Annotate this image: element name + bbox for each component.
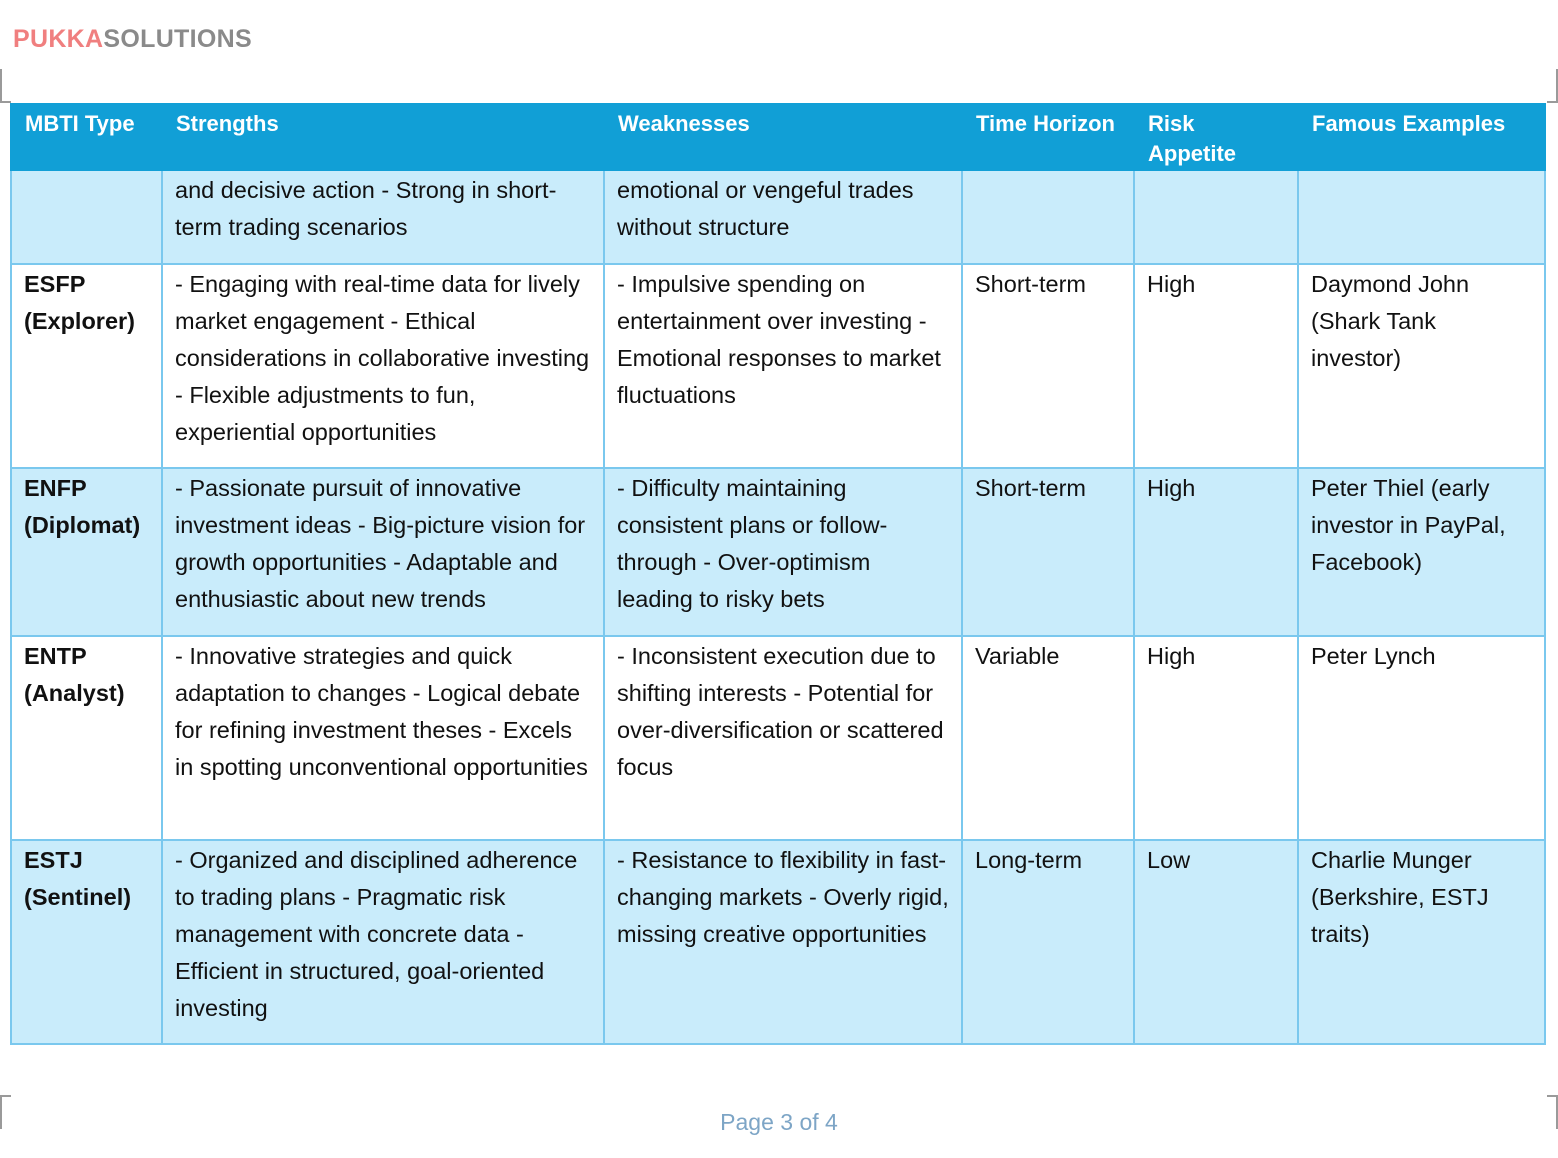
cell-mbti-type: [11, 170, 162, 264]
cell-time-horizon: Short-term: [962, 264, 1134, 468]
cell-famous-examples: Daymond John (Shark Tank investor): [1298, 264, 1545, 468]
cell-risk-appetite: Low: [1134, 840, 1298, 1044]
page-number: Page 3 of 4: [720, 1109, 838, 1135]
header-weaknesses: Weaknesses: [604, 104, 962, 170]
cell-risk-appetite: High: [1134, 264, 1298, 468]
cell-weaknesses: - Resistance to flexibility in fast-changing markets - Overly rigid, missing creative opportunities: [604, 840, 962, 1044]
cell-weaknesses: emotional or vengeful trades without structure: [604, 170, 962, 264]
table-row: [11, 264, 1545, 468]
cell-strengths: - Organized and disciplined adherence to trading plans - Pragmatic risk management with concrete data - Efficient in structured, goal-oriented investing: [162, 840, 604, 1044]
header-time-horizon: Time Horizon: [962, 104, 1134, 170]
cell-time-horizon: [962, 170, 1134, 264]
logo-part-solutions: SOLUTIONS: [103, 25, 252, 53]
cell-risk-appetite: High: [1134, 468, 1298, 636]
cell-time-horizon: Long-term: [962, 840, 1134, 1044]
cell-famous-examples: [1298, 170, 1545, 264]
type-code: ESFP: [24, 271, 86, 297]
crop-mark-top-left: [0, 69, 11, 103]
type-code: ESTJ: [24, 847, 83, 873]
cell-mbti-type: [11, 468, 162, 636]
cell-risk-appetite: High: [1134, 636, 1298, 840]
cell-mbti-type: [11, 636, 162, 840]
company-logo: [13, 24, 252, 54]
table-row: [11, 840, 1545, 1044]
table-row: [11, 468, 1545, 636]
cell-weaknesses: - Inconsistent execution due to shifting interests - Potential for over-diversification or scattered focus: [604, 636, 962, 840]
cell-weaknesses: - Difficulty maintaining consistent plans or follow-through - Over-optimism leading to risky bets: [604, 468, 962, 636]
cell-weaknesses: - Impulsive spending on entertainment over investing - Emotional responses to market fluctuations: [604, 264, 962, 468]
type-name: (Analyst): [24, 680, 125, 706]
header-risk-appetite: Risk Appetite: [1134, 104, 1298, 170]
table-header-row: [11, 104, 1545, 170]
type-code: ENTP: [24, 643, 87, 669]
header-strengths: Strengths: [162, 104, 604, 170]
type-name: (Explorer): [24, 308, 135, 334]
cell-mbti-type: [11, 840, 162, 1044]
cell-strengths: - Engaging with real-time data for lively market engagement - Ethical considerations in collaborative investing - Flexible adjustments to fun, experiential opportunities: [162, 264, 604, 468]
type-code: ENFP: [24, 475, 87, 501]
header-mbti-type: MBTI Type: [11, 104, 162, 170]
cell-mbti-type: [11, 264, 162, 468]
cell-risk-appetite: [1134, 170, 1298, 264]
type-name: (Sentinel): [24, 884, 132, 910]
mbti-investor-table: [10, 103, 1546, 1045]
cell-strengths: and decisive action - Strong in short-term trading scenarios: [162, 170, 604, 264]
cell-strengths: - Passionate pursuit of innovative investment ideas - Big-picture vision for growth opportunities - Adaptable and enthusiastic about new trends: [162, 468, 604, 636]
cell-time-horizon: Variable: [962, 636, 1134, 840]
cell-strengths: - Innovative strategies and quick adaptation to changes - Logical debate for refining investment theses - Excels in spotting unconventional opportunities: [162, 636, 604, 840]
table-row: [11, 170, 1545, 264]
type-name: (Diplomat): [24, 512, 141, 538]
crop-mark-top-right: [1547, 69, 1558, 103]
cell-time-horizon: Short-term: [962, 468, 1134, 636]
header-famous-examples: Famous Examples: [1298, 104, 1545, 170]
logo-part-pukka: PUKKA: [13, 25, 104, 53]
cell-famous-examples: Peter Lynch: [1298, 636, 1545, 840]
cell-famous-examples: Peter Thiel (early investor in PayPal, Facebook): [1298, 468, 1545, 636]
cell-famous-examples: Charlie Munger (Berkshire, ESTJ traits): [1298, 840, 1545, 1044]
table-row: [11, 636, 1545, 840]
